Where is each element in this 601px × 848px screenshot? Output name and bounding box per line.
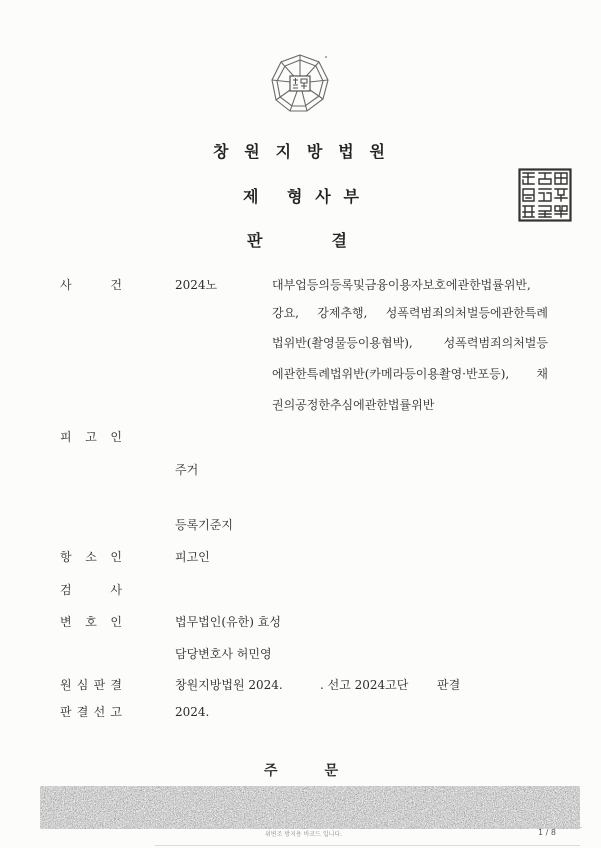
order-heading: 주 문 <box>264 763 338 779</box>
sentencing-value: 2024. <box>175 705 210 719</box>
court-name: 창 원 지 방 법 원 <box>213 142 385 161</box>
charges-line: 에관한특례법위반(카메라등이용촬영·반포등), 채 <box>272 367 548 381</box>
defendant-label: 피 고 인 <box>60 430 122 444</box>
charges-line: 대부업등의등록및금융이용자보호에관한법률위반, <box>272 278 531 292</box>
charges-line: 법위반(촬영물등이용협박), 성폭력범죄의처벌등 <box>272 336 548 350</box>
defendant-address-label: 주거 <box>175 463 199 477</box>
division-name: 형 사 부 <box>287 187 359 206</box>
scan-edge-line <box>155 845 580 846</box>
court-emblem-icon <box>268 52 332 114</box>
counsel-attorney: 담당변호사 허민영 <box>175 647 272 661</box>
document-type-title: 판 결 <box>247 231 347 250</box>
division-prefix: 제 <box>243 187 259 206</box>
page-number: 1 / 8 <box>538 828 556 837</box>
lower-judgment-court-date: 창원지방법원 2024. <box>175 678 283 692</box>
lower-judgment-suffix: 판결 <box>437 678 461 692</box>
case-label: 사 건 <box>60 278 122 292</box>
prosecutor-label: 검 사 <box>60 583 122 597</box>
counsel-label: 변 호 인 <box>60 615 122 629</box>
case-number: 2024노 <box>175 278 218 292</box>
lower-judgment-label: 원 심 판 결 <box>60 678 122 692</box>
counsel-firm: 법무법인(유한) 효성 <box>175 615 281 629</box>
appellant-label: 항 소 인 <box>60 550 122 564</box>
sentencing-label: 판 결 선 고 <box>60 705 122 719</box>
defendant-registry-label: 등록기준지 <box>175 518 233 532</box>
anti-forgery-notice: 위변조 방지용 바코드 입니다. <box>265 831 343 838</box>
court-seal-stamp <box>518 168 572 222</box>
appellant-value: 피고인 <box>175 550 210 564</box>
lower-judgment-ruling: . 선고 2024고단 <box>320 678 409 692</box>
anti-forgery-barcode <box>40 786 580 829</box>
charges-line: 강요, 강제추행, 성폭력범죄의처벌등에관한특례 <box>272 306 548 320</box>
charges-line: 권의공정한추심에관한법률위반 <box>272 398 435 412</box>
